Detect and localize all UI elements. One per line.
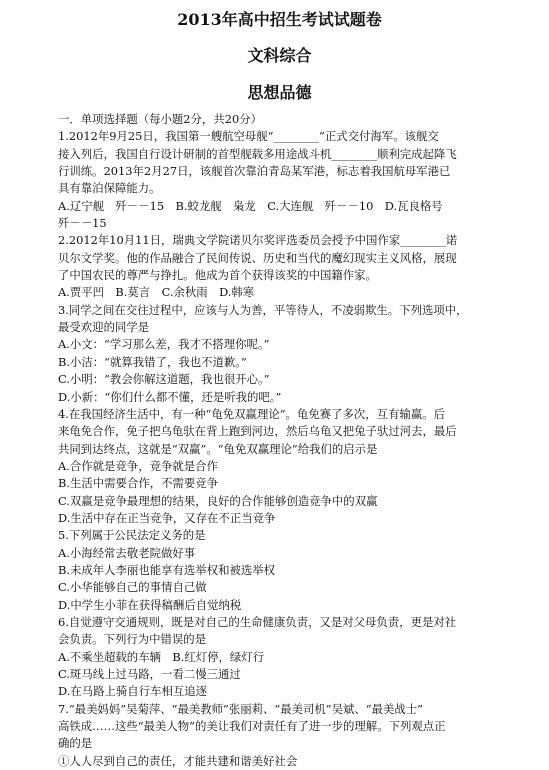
option-line: C.双赢是竞争最理想的结果，良好的合作能够创造竞争中的双赢 [58, 493, 378, 508]
text-line: 3.同学之间在交往过程中，应该与人为善，平等待人，不凌弱欺生。下列选项中， [58, 302, 468, 317]
text-line: 具有靠泊保障能力。 [58, 181, 161, 196]
text-line: 共同到达终点，这就是“双赢”。“龟免双赢理论”给我们的启示是 [58, 441, 378, 456]
section-heading: 一．单项选择题（每小题2分，共20分） [58, 112, 262, 126]
question-text [58, 111, 501, 770]
text-line: 会负责。下列行为中错误的是 [58, 632, 207, 647]
text-line: ①人人尽到自己的责任，才能共建和谐美好社会 [58, 753, 298, 768]
option-line: 歼－－15 [58, 216, 107, 231]
option-line: B.小洁：“就算我错了，我也不道歉。” [58, 354, 247, 369]
option-line: A.贾平凹 B.莫言 C.余秋雨 D.韩寒 [58, 285, 255, 300]
text-line: 最受欢迎的同学是 [58, 320, 150, 335]
option-line: B.生活中需要合作，不需要竞争 [58, 476, 219, 491]
text-line: 4.在我国经济生活中，有一种“龟免双赢理论”。龟免赛了多次，互有输赢。后 [58, 406, 446, 421]
option-line: C.斑马线上过马路，一看二慢三通过 [58, 667, 241, 681]
paper-title: 文科综合 [247, 46, 312, 65]
option-line: D.在马路上骑自行车相互追逐 [58, 684, 208, 699]
option-line: D.生活中存在正当竞争，又存在不正当竞争 [58, 510, 276, 525]
text-line: 贝尔文学奖。他的作品融合了民间传说、历史和当代的魔幻现实主义风格，展现 [58, 250, 457, 265]
text-line: 1.2012年9月25日，我国第一艘航空母舰“________”正式交付海军。该舰交 [58, 129, 439, 144]
text-line: 接入列后，我国自行设计研制的首型舰载多用途战斗机________顺利完成起降飞 [58, 146, 457, 161]
text-line: 行训练。2013年2月27日，该舰首次靠泊青岛某军港，标志着我国航母军港已 [58, 164, 451, 179]
option-line: A.辽宁舰 歼－－15 B.蛟龙舰 枭龙 C.大连舰 歼－－10 D.瓦良格号 [58, 198, 443, 213]
option-line: C.小明：“教会你解这道题，我也很开心。” [58, 372, 270, 387]
option-line: A.不乘坐超载的车辆 B.红灯停，绿灯行 [58, 649, 265, 664]
option-line: A.小文：“学习那么差，我才不搭理你呢。” [58, 337, 270, 352]
text-line: 确的是 [58, 736, 93, 751]
text-line: 了中国农民的尊严与挣扎。他成为首个获得该奖的中国籍作家。 [58, 268, 377, 283]
subject-title: 思想品德 [247, 83, 312, 102]
option-line: A.小海经常去敬老院做好事 [58, 545, 196, 560]
text-line: 高铁成……这些“最美人物”的美让我们对责任有了进一步的理解。下列观点正 [58, 719, 446, 734]
exam-title: 2013年高中招生考试试题卷 [177, 10, 382, 29]
option-line: A.合作就是竞争，竞争就是合作 [58, 458, 218, 473]
option-line: B.未成年人李丽也能享有选举权和被选举权 [58, 562, 276, 577]
option-line: D.中学生小菲在获得稿酬后自觉纳税 [58, 597, 242, 612]
text-line: 2.2012年10月11日，瑞典文学院诺贝尔奖评选委员会授予中国作家________诺 [58, 233, 458, 248]
text-line: 6.自觉遵守交通规则，既是对自己的生命健康负责，又是对父母负责，更是对社 [58, 614, 457, 629]
text-line: 来龟免合作，免子把乌龟驮在背上跑到河边，然后乌龟又把兔子驮过河去，最后 [58, 424, 457, 439]
text-line: 5.下列属于公民法定义务的是 [58, 528, 206, 543]
option-line: D.小新：“你们什么都不懂，还是听我的吧。” [58, 389, 282, 404]
option-line: C.小华能够自己的事情自己做 [58, 580, 207, 595]
text-line: 7.“最美妈妈”吴菊萍、“最美教师”张丽莉、“最美司机”吴斌、“最美战士” [58, 701, 424, 716]
